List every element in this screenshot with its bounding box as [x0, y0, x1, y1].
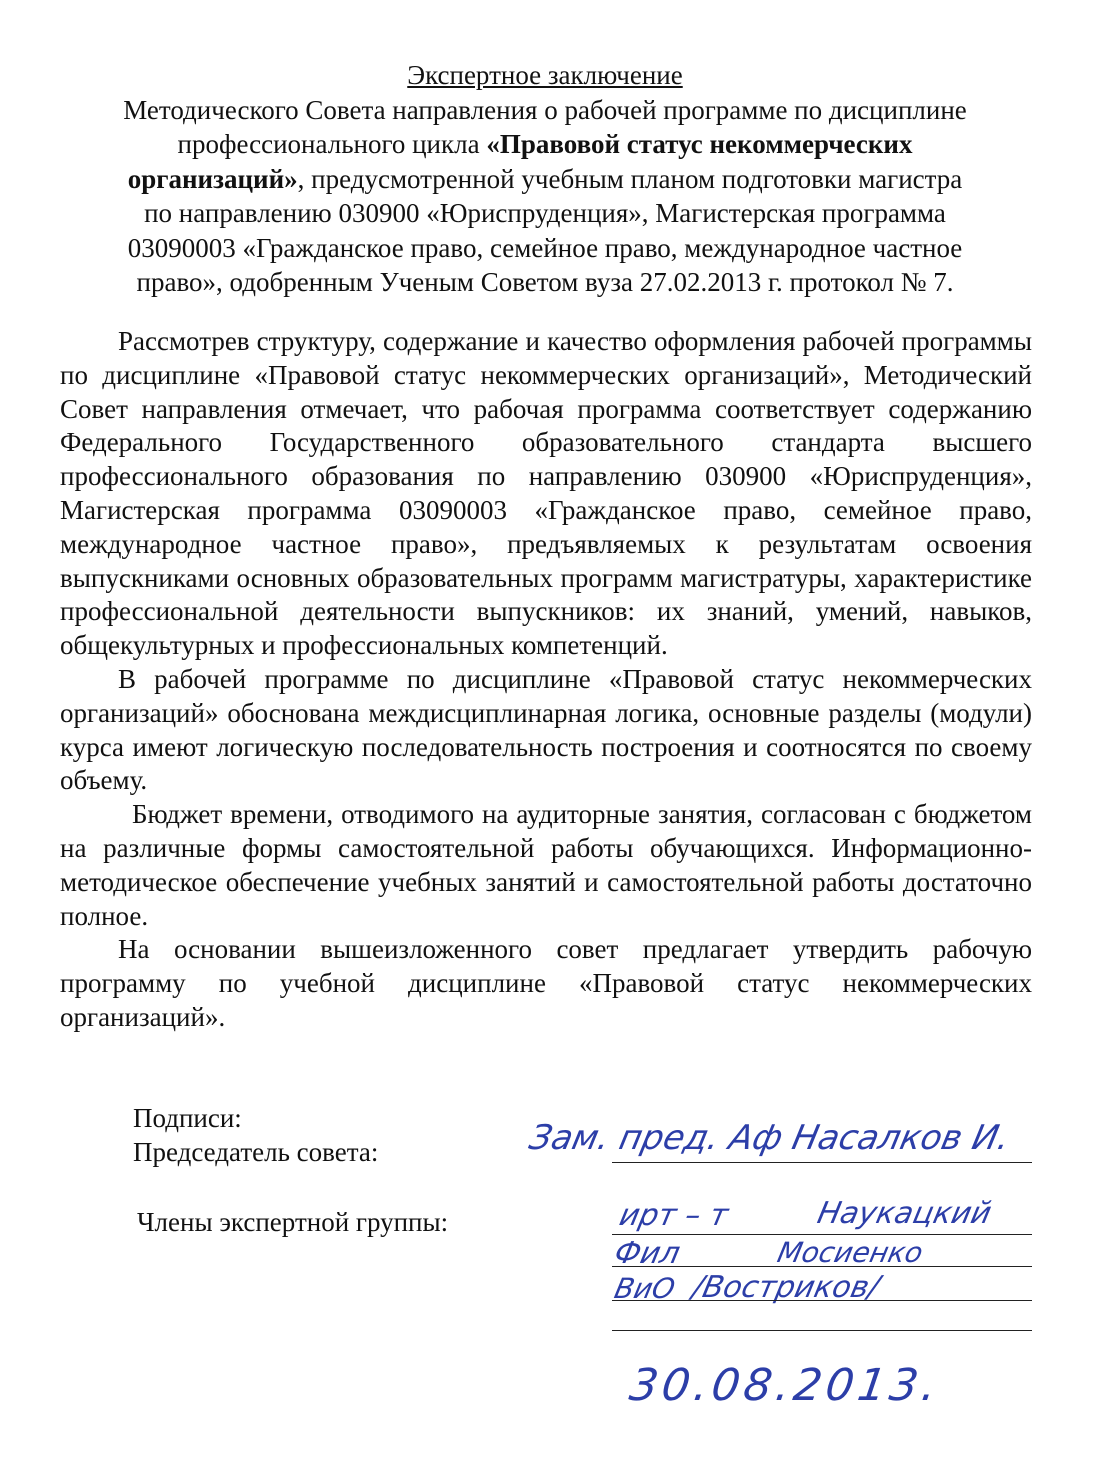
- member-2-scribble: Фил: [611, 1236, 684, 1271]
- chair-label: Председатель совета:: [133, 1137, 379, 1167]
- header-line-5: по направлению 030900 «Юриспруденция», Магистерская программа: [144, 198, 946, 228]
- chair-signature: Зам. пред. Аф Насалков И.: [525, 1118, 1014, 1158]
- header-line-2: Методического Совета направления о рабочей программе по дисциплине: [123, 94, 967, 125]
- header-line-4: [70, 162, 1020, 197]
- document-body: [60, 325, 1032, 1035]
- course-name-part-1: «Правовой статус некоммерческих: [486, 129, 913, 159]
- header-line-4-text: , предусмотренной учебным планом подготовки магистра: [297, 163, 963, 194]
- handwritten-date: 30.08.2013.: [626, 1360, 944, 1411]
- member-2-signature: Мосиенко: [774, 1236, 926, 1269]
- member-3-signature-line: [612, 1300, 1032, 1301]
- header-line-3: [70, 127, 1020, 162]
- paragraph-1: Рассмотрев структуру, содержание и качество оформления рабочей программы по дисциплине «Правовой статус некоммерческих организаций», Методический Совет направления отмечает, что рабочая программа соответствует содержанию Федерального Государственного образовательного стандарта высшего профессионального образования по направлению 030900 «Юриспруденция», Магистерская программа 03090003 «Гражданское право, семейное право, международное частное право», предъявляемых к результатам освоения выпускниками основных образовательных программ магистратуры, характеристике профессиональной деятельности выпускников: их знаний, умений, навыков, общекультурных и профессиональных компетенций.: [60, 326, 1032, 661]
- document-title: Экспертное заключение: [407, 60, 683, 90]
- member-1-scribble: ирт – т: [616, 1198, 732, 1233]
- course-name-part-2: организаций»: [127, 163, 298, 194]
- paragraph-3: Бюджет времени, отводимого на аудиторные занятия, согласован с бюджетом на различные формы самостоятельной работы обучающихся. Информационно-методическое обеспечение учебных занятий и самостоятельной работы достаточно полное.: [60, 799, 1032, 931]
- paragraph-2: В рабочей программе по дисциплине «Правовой статус некоммерческих организаций» обоснована междисциплинарная логика, основные разделы (модули) курса имеют логическую последовательность построения и соотносятся по своему объему.: [60, 663, 1032, 796]
- header-line-6: 03090003 «Гражданское право, семейное право, международное частное: [127, 232, 963, 263]
- header-line-7: право», одобренным Ученым Советом вуза 27.02.2013 г. протокол № 7.: [136, 267, 954, 297]
- document-header: [70, 58, 1020, 300]
- header-line-3-text: профессионального цикла: [177, 129, 487, 159]
- member-4-signature-line: [612, 1330, 1032, 1331]
- member-3-scribble: ВиО: [611, 1272, 678, 1305]
- member-1-signature-line: [612, 1234, 1032, 1235]
- member-3-signature: /Востриков/: [689, 1270, 883, 1305]
- signatures-heading: Подписи:: [133, 1103, 242, 1133]
- member-1-signature: Наукацкий: [814, 1196, 995, 1231]
- member-2-signature-line: [612, 1266, 1032, 1267]
- members-label: Члены экспертной группы:: [137, 1207, 449, 1237]
- chair-signature-line: [612, 1162, 1032, 1163]
- paragraph-4: На основании вышеизложенного совет предлагает утвердить рабочую программу по учебной дисциплине «Правовой статус некоммерческих организаций».: [60, 934, 1032, 1032]
